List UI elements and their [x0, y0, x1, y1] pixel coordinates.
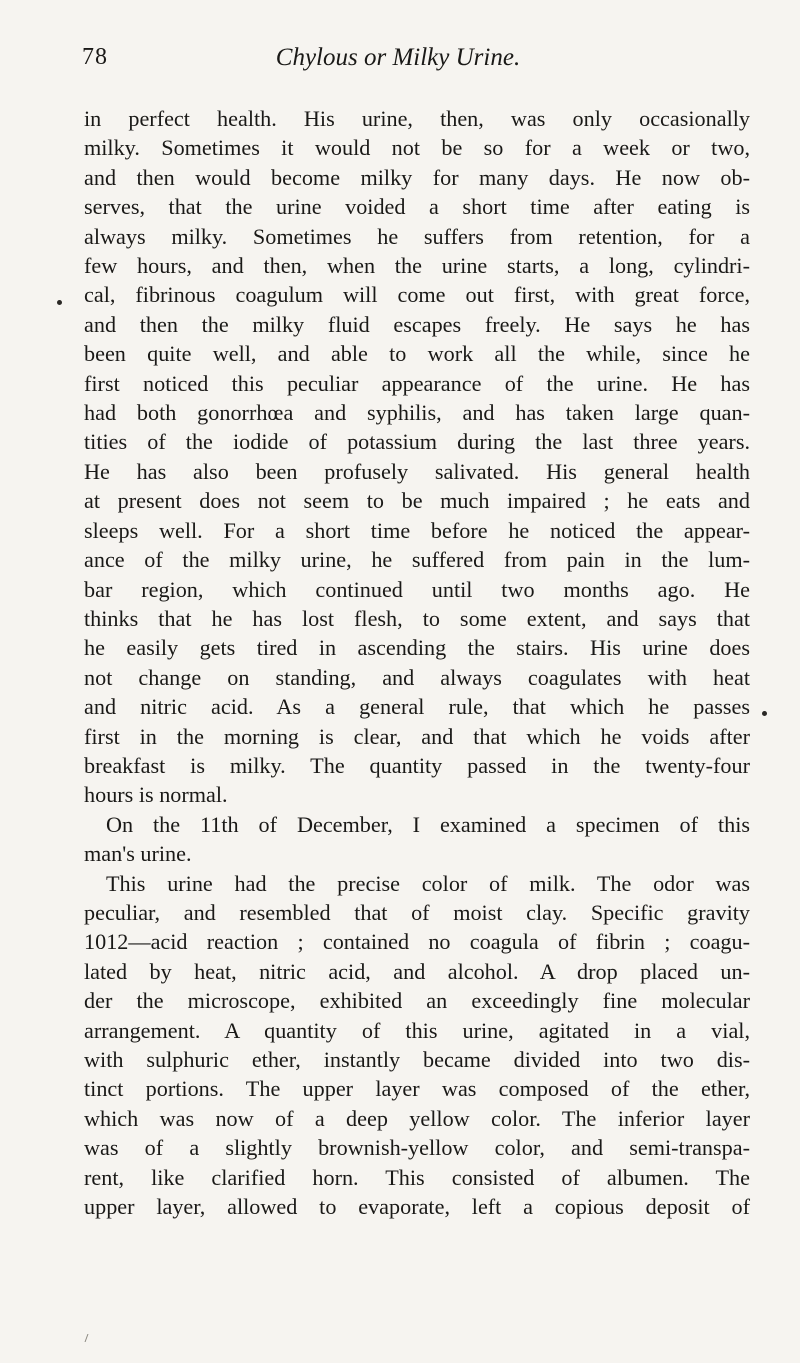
text-line: thinks that he has lost flesh, to some extent, and says that: [84, 605, 750, 631]
text-line: and then the milky fluid escapes freely. He says he has: [84, 311, 750, 337]
text-line: hours is normal.: [84, 782, 228, 808]
text-line: few hours, and then, when the urine starts, a long, cylindri-: [84, 253, 750, 279]
text-line: was of a slightly brownish-yellow color, and semi-transpa-: [84, 1135, 750, 1161]
body-text: [84, 104, 750, 1221]
text-line: cal, fibrinous coagulum will come out first, with great force,: [84, 282, 750, 308]
text-line: been quite well, and able to work all the while, since he: [84, 341, 750, 367]
text-line: had both gonorrhœa and syphilis, and has taken large quan-: [84, 400, 750, 426]
running-head: [82, 44, 754, 80]
text-line: not change on standing, and always coagulates with heat: [84, 664, 750, 690]
text-line: in perfect health. His urine, then, was only occasionally: [84, 106, 750, 131]
text-line: milky. Sometimes it would not be so for a week or two,: [84, 135, 750, 161]
text-line: always milky. Sometimes he suffers from retention, for a: [84, 223, 750, 249]
page-number: 78: [82, 44, 108, 70]
text-line: and then would become milky for many days. He now ob-: [84, 164, 750, 190]
text-line: and nitric acid. As a general rule, that which he passes: [84, 694, 750, 720]
text-line: ance of the milky urine, he suffered from pain in the lum-: [84, 547, 750, 573]
text-line: 1012—acid reaction ; contained no coagula of fibrin ; coagu-: [84, 929, 750, 955]
text-line: first in the morning is clear, and that which he voids after: [84, 723, 750, 749]
text-line: rent, like clarified horn. This consisted of albumen. The: [84, 1164, 750, 1190]
text-line: bar region, which continued until two months ago. He: [84, 576, 750, 602]
text-line: which was now of a deep yellow color. The inferior layer: [84, 1105, 750, 1131]
text-line: at present does not seem to be much impaired ; he eats and: [84, 488, 750, 514]
text-line: man's urine.: [84, 841, 192, 867]
text-line: sleeps well. For a short time before he noticed the appear-: [84, 517, 750, 543]
text-line: arrangement. A quantity of this urine, agitated in a vial,: [84, 1017, 750, 1043]
text-line: serves, that the urine voided a short time after eating is: [84, 194, 750, 220]
text-line: He has also been profusely salivated. His general health: [84, 458, 750, 484]
text-line: tities of the iodide of potassium during the last three years.: [84, 429, 750, 455]
text-line: upper layer, allowed to evaporate, left a copious deposit of: [84, 1194, 750, 1220]
text-line: lated by heat, nitric acid, and alcohol. A drop placed un-: [84, 958, 750, 984]
text-line: tinct portions. The upper layer was composed of the ether,: [84, 1076, 750, 1102]
text-line: breakfast is milky. The quantity passed in the twenty-four: [84, 752, 750, 778]
text-line: first noticed this peculiar appearance of the urine. He has: [84, 370, 750, 396]
text-line: peculiar, and resembled that of moist clay. Specific gravity: [84, 899, 750, 925]
text-line: On the 11th of December, I examined a specimen of this: [106, 811, 750, 837]
text-line: der the microscope, exhibited an exceedingly fine molecular: [84, 988, 750, 1014]
margin-tick-mark: [85, 1334, 95, 1342]
margin-dot-mark: [762, 711, 767, 716]
running-title: Chylous or Milky Urine.: [275, 44, 521, 71]
text-line: he easily gets tired in ascending the stairs. His urine does: [84, 635, 750, 661]
text-line: This urine had the precise color of milk. The odor was: [106, 870, 750, 896]
text-line: with sulphuric ether, instantly became divided into two dis-: [84, 1047, 750, 1072]
margin-dot-mark: [57, 300, 62, 305]
